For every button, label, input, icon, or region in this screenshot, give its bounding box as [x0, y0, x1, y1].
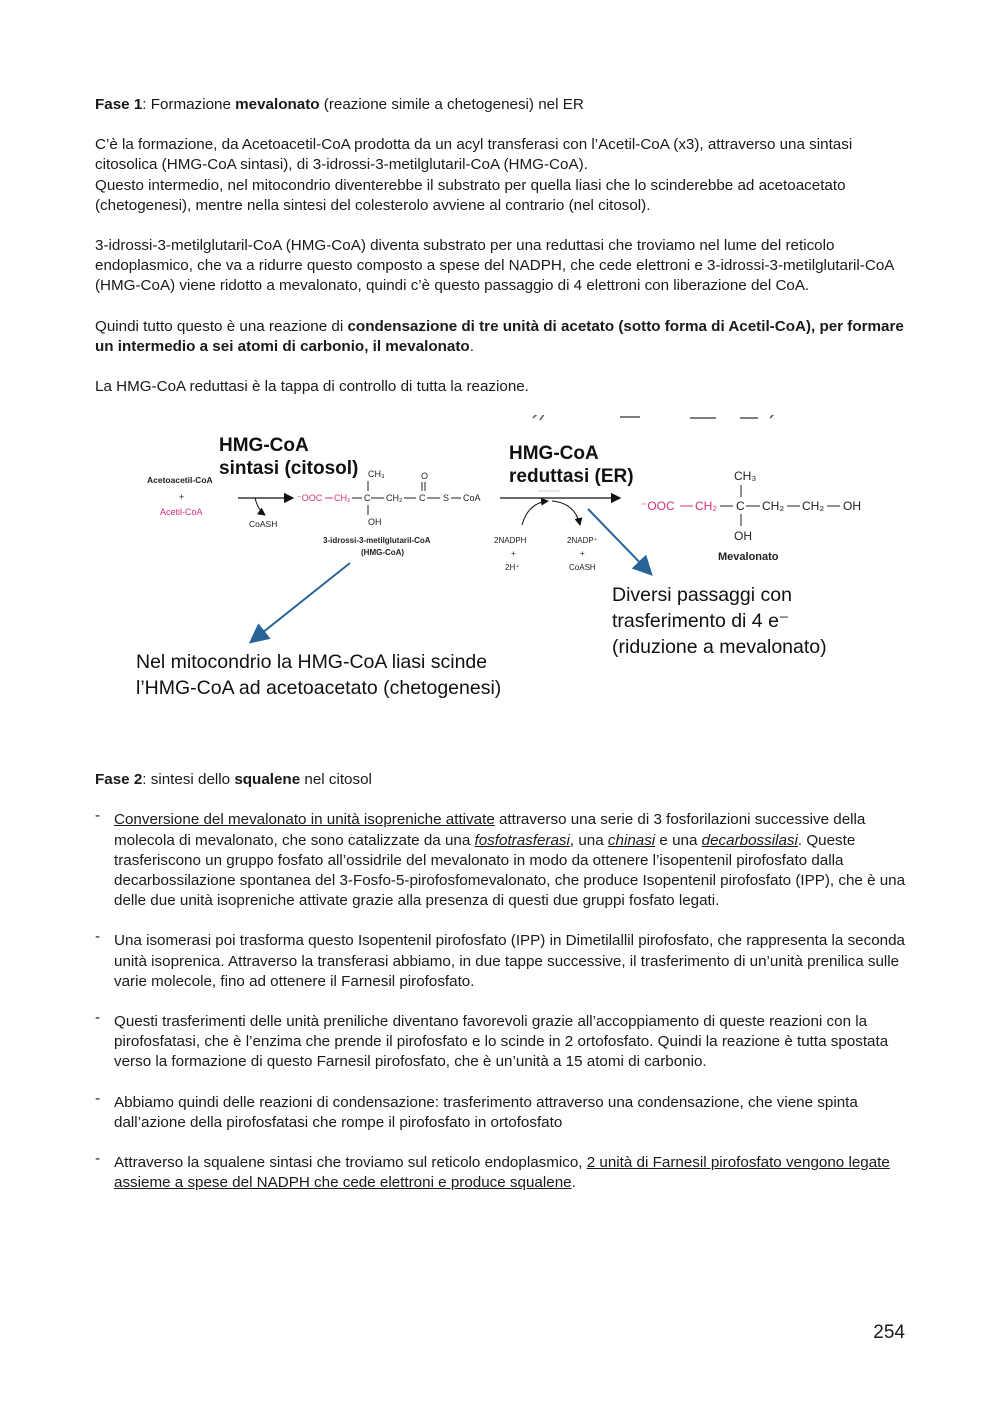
svg-text:+: + — [511, 549, 516, 559]
note-left-line-1: Nel mitocondrio la HMG-CoA liasi scinde — [136, 651, 488, 674]
h-plus-label: 2H⁺ — [505, 563, 520, 573]
nadp-label: 2NADP⁺ — [567, 536, 598, 546]
svg-text:CH₃: CH₃ — [734, 469, 757, 484]
fase2-heading: Fase 2: sintesi dello squalene nel citosol — [95, 771, 372, 789]
svg-text:CoA: CoA — [463, 493, 481, 504]
left-note-arrow — [252, 563, 350, 641]
fase1-label: Fase 1 — [95, 96, 143, 113]
svg-text:C: C — [364, 493, 371, 504]
svg-text:O: O — [421, 471, 429, 482]
reductase-label-1: HMG-CoA — [509, 443, 599, 465]
plus-sign: + — [179, 492, 185, 503]
page-number: 254 — [873, 1322, 905, 1343]
list-item: - Questi trasferimenti delle unità preniliche diventano favorevoli grazie all’accoppiamento di queste reazioni con la pirofosfatasi, che è l’enzima che prende il pirofosfato e lo scinde in 2 ortofosfato. Quindi la reazione è tutta spostata verso la formazione di questo Farnesil pirofosfato, che è un’unità a 15 atomi di carbonio. — [95, 1009, 889, 1071]
svg-text:S: S — [443, 493, 450, 504]
list-item: - Attraverso la squalene sintasi che troviamo sul reticolo endoplasmico, 2 unità di Farnesil pirofosfato vengono legate assieme a spese del NADPH che cede elettroni e produce squalene. — [95, 1150, 890, 1192]
dash-bullet: - — [95, 928, 101, 946]
hmg-coa-name-2: (HMG-CoA) — [361, 548, 405, 558]
dash-bullet: - — [95, 807, 101, 825]
mevalonato-structure — [641, 469, 861, 543]
svg-text:CH₂: CH₂ — [386, 493, 403, 504]
svg-text:+: + — [580, 549, 585, 559]
dash-bullet: - — [95, 1150, 101, 1168]
synthase-label-2: sintasi (citosol) — [219, 458, 359, 480]
substrate-acetil-coa: Acetil-CoA — [160, 507, 203, 518]
svg-text:⁻OOC: ⁻OOC — [297, 493, 323, 504]
fase2-label: Fase 2 — [95, 771, 143, 789]
mevalonato-label: Mevalonato — [718, 551, 779, 564]
note-right-line-1: Diversi passaggi con — [612, 584, 792, 607]
fase1-heading: Fase 1: Formazione mevalonato (reazione simile a chetogenesi) nel ER — [95, 96, 584, 113]
dash-bullet: - — [95, 1009, 101, 1027]
reductase-label-2: reduttasi (ER) — [509, 466, 634, 488]
document-body — [95, 95, 910, 1213]
fase1-paragraph-2: 3-idrossi-3-metilglutaril-CoA (HMG-CoA) diventa substrato per una reduttasi che troviamo nel lume del reticolo endoplasmico, che va a ridurre questo composto a spese del NADPH, che cede elettroni e 3-idrossi-3-metilglutaril-CoA (HMG-CoA) viene ridotto a mevalonato, quindi c’è questo passaggio di 4 elettroni con liberazione del CoA. — [95, 237, 894, 295]
svg-text:⁻OOC: ⁻OOC — [641, 499, 675, 514]
note-right-line-2: trasferimento di 4 e⁻ — [612, 610, 790, 633]
synthase-label-1: HMG-CoA — [219, 435, 309, 457]
fase2-list — [95, 807, 910, 1193]
coash-label: CoASH — [249, 519, 278, 530]
svg-text:CH₂: CH₂ — [334, 493, 351, 504]
svg-text:C: C — [419, 493, 426, 504]
fase1-paragraph-3: Quindi tutto questo è una reazione di condensazione di tre unità di acetato (sotto forma di Acetil-CoA), per formare un intermedio a sei atomi di carbonio, il mevalonato. — [95, 317, 904, 355]
svg-text:OH: OH — [368, 517, 382, 528]
substrate-acetoacetil-coa: Acetoacetil-CoA — [147, 475, 213, 486]
list-item: - Conversione del mevalonato in unità isopreniche attivate attraverso una serie di 3 fosforilazioni successive della molecola di mevalonato, che sono catalizzate da una fosfotrasferasi, una chinasi e una decarbossilasi. Queste trasferiscono un gruppo fosfato all’ossidrile del mevalonato in modo da ottenere l’isopentenil pirofosfato dalla decarbossilazione spontanea del 3-Fosfo-5-pirofosfomevalonato, che produce Isopentenil pirofosfato (IPP), che è una delle due unità isopreniche attivate grazie alla presenza di questi due gruppi fosfato legati. — [95, 807, 906, 910]
hmg-coa-name-1: 3-idrossi-3-metilglutaril-CoA — [323, 536, 431, 546]
nadph-label: 2NADPH — [494, 536, 527, 546]
list-item: - Abbiamo quindi delle reazioni di condensazione: trasferimento attraverso una condensazione, che viene spinta dall’azione della pirofosfatasi che rompe il pirofosfato in ortofosfato — [95, 1089, 858, 1131]
svg-text:CH₂: CH₂ — [695, 499, 717, 514]
svg-text:CH₃: CH₃ — [368, 469, 385, 480]
svg-text:C: C — [736, 499, 745, 514]
dash-bullet: - — [95, 1089, 101, 1107]
reaction-diagram — [0, 415, 1000, 770]
svg-text:CH₂: CH₂ — [802, 499, 824, 514]
svg-text:OH: OH — [734, 529, 752, 544]
svg-text:CH₂: CH₂ — [762, 499, 784, 514]
hmg-coa-reaction-figure — [95, 415, 910, 770]
note-right-line-3: (riduzione a mevalonato) — [612, 636, 827, 659]
fase1-paragraph-1: C’è la formazione, da Acetoacetil-CoA prodotta da un acyl transferasi con l’Acetil-CoA (x3), attraverso una sintasi citosolica (HMG-CoA sintasi), di 3-idrossi-3-metilglutaril-CoA (HMG-CoA). Questo intermedio, nel mitocondrio diventerebbe il substrato per quella liasi che lo scinderebbe ad acetoacetato (chetogenesi), mentre nella sintesi del colesterolo avviene al contrario (nel citosol). — [95, 136, 853, 214]
coash-label-2: CoASH — [569, 563, 596, 573]
note-left-line-2: l’HMG-CoA ad acetoacetato (chetogenesi) — [136, 677, 502, 700]
fase1-paragraph-4: La HMG-CoA reduttasi è la tappa di controllo di tutta la reazione. — [95, 378, 529, 396]
list-item: - Una isomerasi poi trasforma questo Isopentenil pirofosfato (IPP) in Dimetilallil pirofosfato, che rappresenta la seconda unità isoprenica. Attraverso la transferasi abbiamo, in due tappe successive, il trasferimento di un’unità prenilica sulle varie molecole, fino ad ottenere il Farnesil pirofosfato. — [95, 928, 905, 990]
svg-text:OH: OH — [843, 499, 861, 514]
